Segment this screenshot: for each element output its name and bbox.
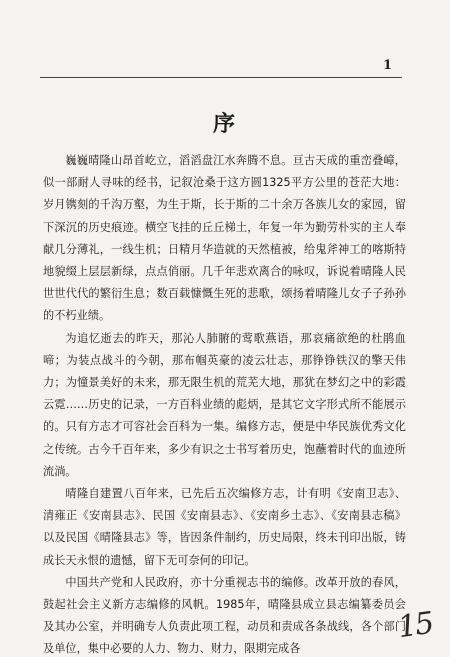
paragraph-3: 晴隆自建置八百年来，已先后五次编修方志，计有明《安南卫志》、清雍正《安南县志》、民国《安南县志》、《安南乡土志》、《安南县志稿》以及民国《晴隆县志》等，皆因条件制约，历史局限，终未刊印出版，铸成长天永恨的遗憾，留下无可奈何的印记。 [43, 487, 406, 567]
header-rule [40, 77, 402, 78]
page-number: 1 [382, 58, 392, 73]
handwritten-page-note: 15 [395, 605, 435, 646]
paragraph-1: 巍巍晴隆山昂首屹立，滔滔盘江水奔腾不息。亘古天成的重峦叠嶂，似一部耐人寻味的经书，记叙沧桑于这方圆1325平方公里的苍茫大地：岁月镌刻的千沟万壑，为生于斯，长于斯的二十余万各族儿女的家园，留下深沉的历史痕迹。横空飞挂的丘丘梯土，年复一年为勤劳朴实的主人奉献几分薄礼，一线生机；日精月华造就的天然植被，给鬼斧神工的喀斯特地貌缀上层层新绿，点点俏丽。几千年悲欢离合的咏叹，诉说着晴隆人民世世代代的繁衍生息；数百载慷慨生死的悲歌，颂扬着晴隆儿女子子孙孙的不朽业绩。 [43, 154, 406, 323]
paragraph-2: 为追忆逝去的昨天，那沁人肺腑的莺歌燕语，那哀痛欲绝的杜鹃血啼；为装点战斗的今朝，那布帼英豪的凌云壮志，那铮铮铁汉的擎天伟力；为憧景美好的未来，那无限生机的荒芜大地，那犹在梦幻之中的彩霞云霓……历史的记录，一方百科业绩的彪炳，是其它文字形式所不能展示的。只有方志才可容社会百科为一集。编修方志，便是中华民族优秀文化之传统。古今千百年来，多少有识之士书写着历史，饱蘸着时代的血迹所流淌。 [43, 331, 406, 478]
preface-body [43, 150, 406, 657]
page-title: 序 [212, 112, 237, 137]
paragraph-4: 中国共产党和人民政府，亦十分重视志书的编修。改革开放的春风，鼓起社会主义新方志编修的风帆。1985年，晴隆县成立县志编纂委员会及其办公室，并明确专人负责此项工程，动员和责成各条战线，各个部门及单位，集中必要的人力、物力、财力，限期完成各 [43, 575, 406, 656]
